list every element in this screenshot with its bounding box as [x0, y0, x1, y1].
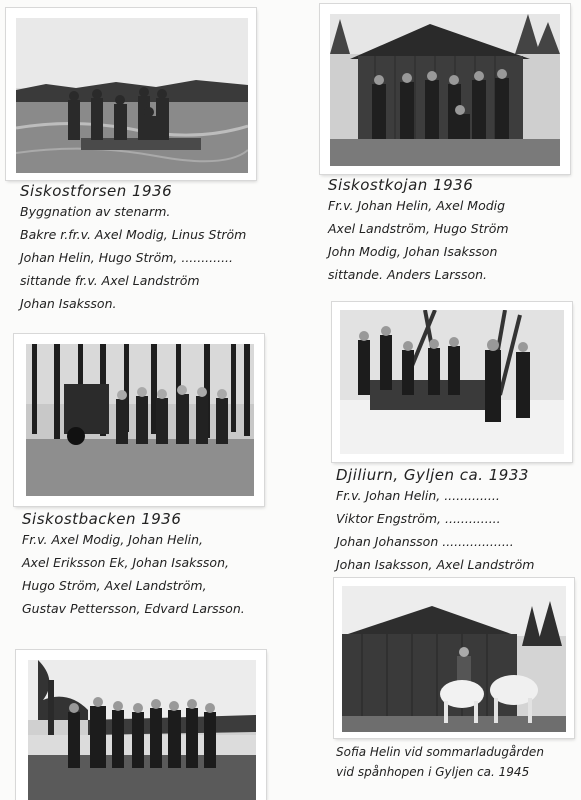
caption-line: sittande. Anders Larsson.: [328, 267, 487, 282]
caption-line: Viktor Engström, ..............: [336, 511, 501, 526]
photo-sofia-helin: [334, 578, 574, 738]
photo-siskostbacken: [14, 334, 264, 506]
caption-line: Johan Johansson ..................: [336, 534, 514, 549]
caption-line: Johan Helin, Hugo Ström, .............: [20, 250, 233, 265]
photo-siskostforsen: [6, 8, 256, 180]
caption-line: Hugo Ström, Axel Landström,: [22, 578, 207, 593]
photo-image: [342, 586, 566, 732]
caption-line: Bakre r.fr.v. Axel Modig, Linus Ström: [20, 227, 247, 242]
caption-line: John Modig, Johan Isaksson: [328, 244, 498, 259]
photo-group-by-water: [16, 650, 266, 800]
photo-image: [28, 660, 256, 800]
caption-title: Siskostbacken 1936: [22, 510, 182, 528]
caption-djiliurn: [336, 466, 534, 576]
caption-sofia-helin: [336, 742, 544, 782]
photo-image: [340, 310, 564, 454]
caption-title: Djiliurn, Gyljen ca. 1933: [336, 466, 529, 484]
caption-line: Sofia Helin vid sommarladugården: [336, 745, 544, 759]
caption-siskostforsen: [20, 182, 246, 315]
caption-line: Gustav Pettersson, Edvard Larsson.: [22, 601, 245, 616]
caption-title: Siskostkojan 1936: [328, 176, 474, 194]
caption-line: Johan Isaksson.: [20, 296, 117, 311]
caption-line: Axel Landström, Hugo Ström: [328, 221, 509, 236]
photo-image: [16, 18, 248, 173]
caption-line: Byggnation av stenarm.: [20, 204, 171, 219]
caption-line: sittande fr.v. Axel Landström: [20, 273, 200, 288]
caption-line: Fr.v. Axel Modig, Johan Helin,: [22, 532, 204, 547]
caption-line: Axel Eriksson Ek, Johan Isaksson,: [22, 555, 229, 570]
photo-image: [330, 14, 560, 166]
caption-line: Fr.v. Johan Helin, Axel Modig: [328, 198, 506, 213]
caption-siskostkojan: [328, 176, 509, 286]
caption-line: Johan Isaksson, Axel Landström: [336, 557, 535, 572]
caption-siskostbacken: [22, 510, 245, 620]
caption-line: vid spånhopen i Gyljen ca. 1945: [336, 765, 530, 779]
caption-title: Siskostforsen 1936: [20, 182, 173, 200]
photo-djiliurn: [332, 302, 572, 462]
caption-line: Fr.v. Johan Helin, ..............: [336, 488, 500, 503]
photo-siskostkojan: [320, 4, 570, 174]
photo-image: [26, 344, 254, 496]
